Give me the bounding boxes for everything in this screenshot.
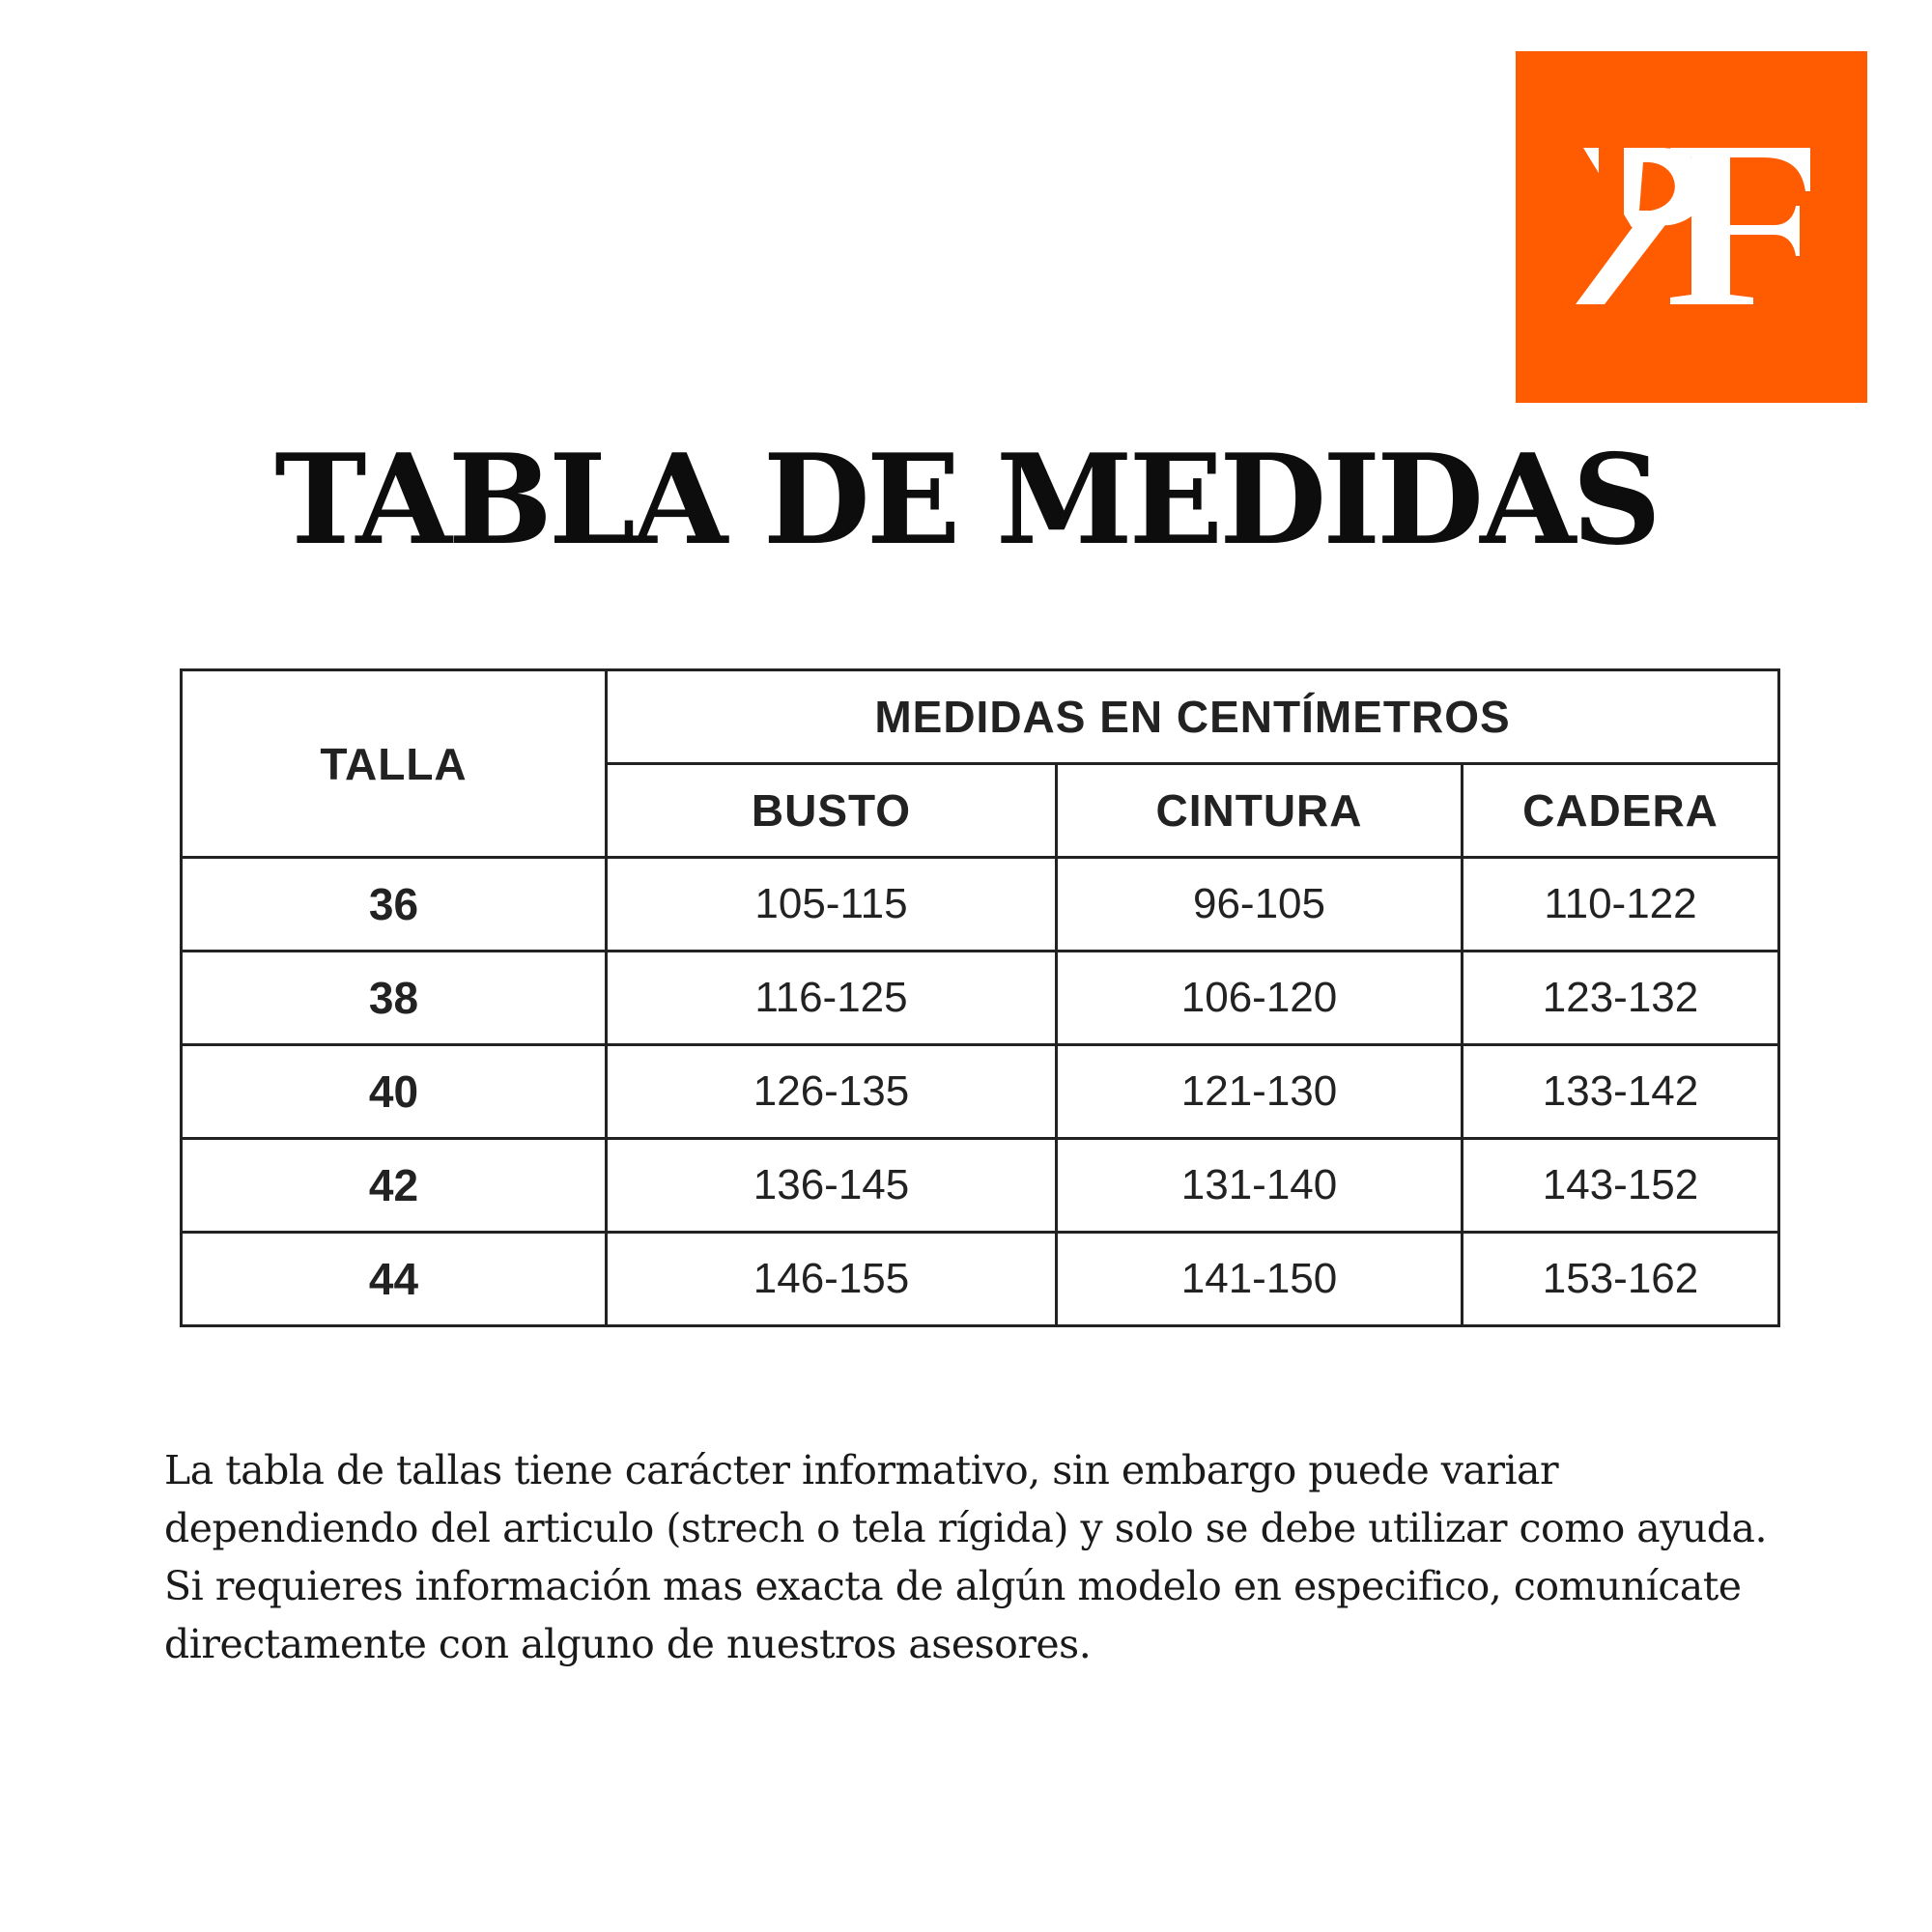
size-cell: 36: [182, 858, 607, 952]
waist-cell: 106-120: [1057, 952, 1463, 1045]
table-row: [182, 1139, 1779, 1233]
hip-cell: 153-162: [1463, 1233, 1779, 1326]
bust-cell: 146-155: [607, 1233, 1057, 1326]
table-row: [182, 952, 1779, 1045]
table-row: [182, 1045, 1779, 1139]
waist-column-header: CINTURA: [1057, 764, 1463, 858]
waist-cell: 96-105: [1057, 858, 1463, 952]
waist-cell: 141-150: [1057, 1233, 1463, 1326]
waist-cell: 121-130: [1057, 1045, 1463, 1139]
waist-cell: 131-140: [1057, 1139, 1463, 1233]
rf-monogram-icon: [1516, 51, 1867, 403]
note-line: directamente con alguno de nuestros asesores.: [164, 1621, 1092, 1667]
note-line: Si requieres información mas exacta de algún modelo en especifico, comunícate: [164, 1563, 1742, 1609]
bust-cell: 136-145: [607, 1139, 1057, 1233]
table-header-row: [182, 670, 1779, 764]
measurements-group-header: MEDIDAS EN CENTÍMETROS: [607, 670, 1779, 764]
hip-cell: 133-142: [1463, 1045, 1779, 1139]
size-cell: 38: [182, 952, 607, 1045]
table-row: [182, 858, 1779, 952]
size-cell: 40: [182, 1045, 607, 1139]
size-disclaimer-note: [164, 1441, 1884, 1673]
size-cell: 44: [182, 1233, 607, 1326]
table-row: [182, 1233, 1779, 1326]
hip-cell: 123-132: [1463, 952, 1779, 1045]
bust-cell: 126-135: [607, 1045, 1057, 1139]
hip-cell: 143-152: [1463, 1139, 1779, 1233]
note-line: La tabla de tallas tiene carácter informativo, sin embargo puede variar: [164, 1447, 1559, 1493]
hip-column-header: CADERA: [1463, 764, 1779, 858]
size-chart-table: [180, 668, 1780, 1327]
bust-column-header: BUSTO: [607, 764, 1057, 858]
bust-cell: 105-115: [607, 858, 1057, 952]
size-column-header: TALLA: [182, 670, 607, 858]
hip-cell: 110-122: [1463, 858, 1779, 952]
page-title: TABLA DE MEDIDAS: [274, 428, 1658, 573]
note-line: dependiendo del articulo (strech o tela rígida) y solo se debe utilizar como ayuda.: [164, 1505, 1768, 1551]
size-cell: 42: [182, 1139, 607, 1233]
bust-cell: 116-125: [607, 952, 1057, 1045]
brand-logo: [1516, 51, 1867, 403]
